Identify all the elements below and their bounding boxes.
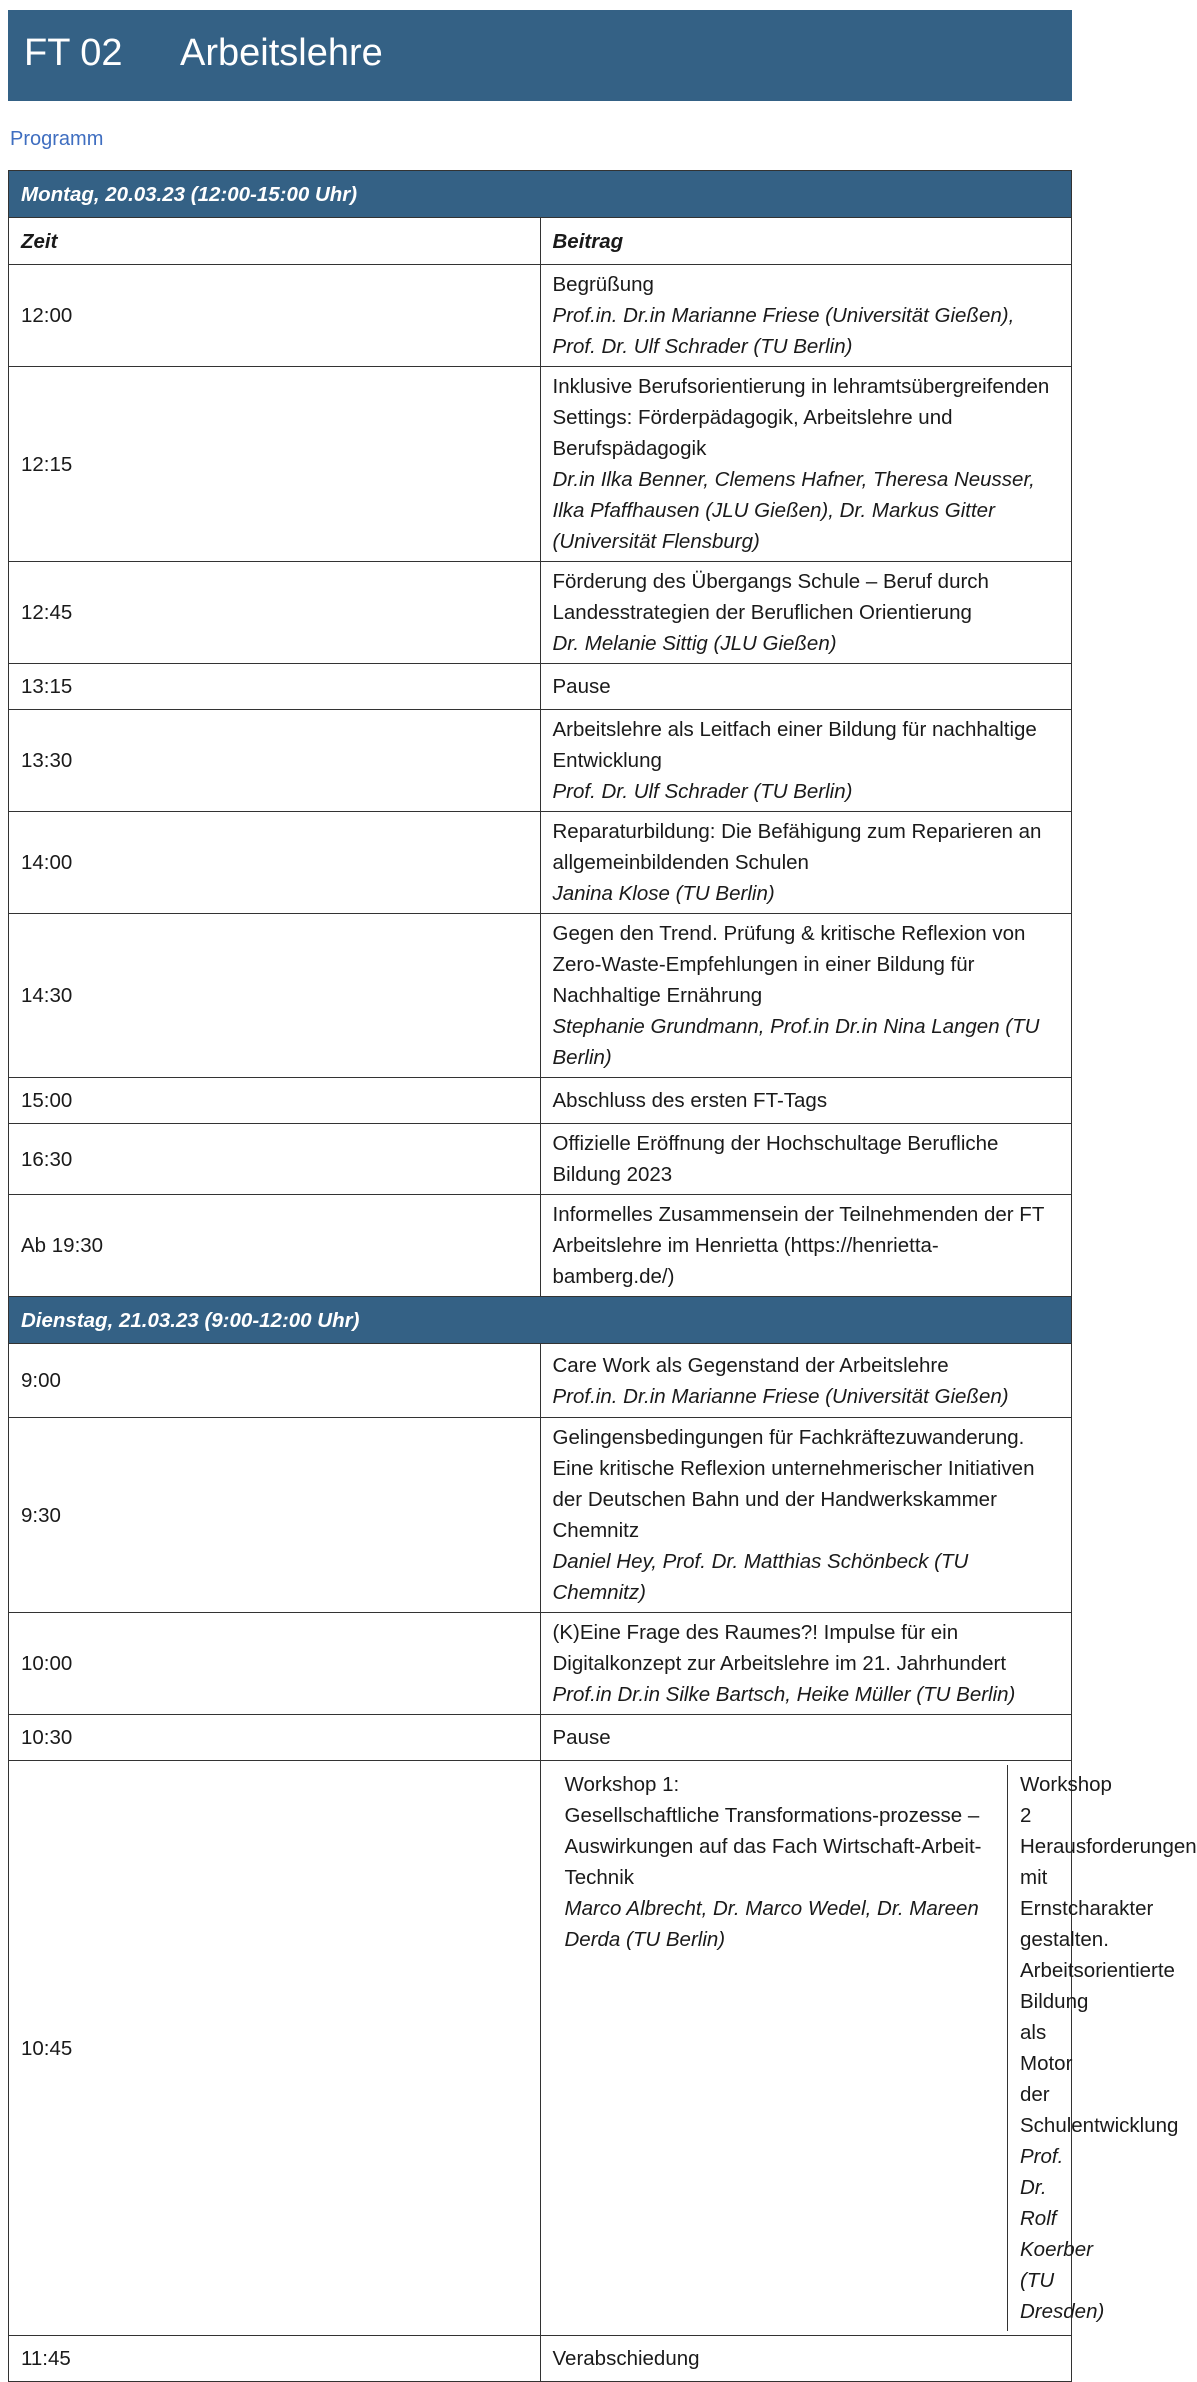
- workshop-label: Workshop 1:: [564, 1773, 680, 1796]
- workshop-cell: [540, 1761, 1197, 2336]
- column-header-row: [9, 218, 1072, 265]
- row-contribution: [540, 1418, 1072, 1613]
- row-contribution: Verabschiedung: [540, 2336, 1072, 2382]
- table-row: [9, 1078, 1072, 1124]
- contribution-title: Care Work als Gegenstand der Arbeitslehre: [552, 1353, 949, 1377]
- column-header-time: Zeit: [9, 218, 541, 265]
- workshop-2: [1008, 1765, 1197, 2331]
- row-time: 10:30: [9, 1715, 541, 1761]
- table-row: [9, 812, 1072, 914]
- row-time: 14:00: [9, 812, 541, 914]
- contribution-title: Reparaturbildung: Die Befähigung zum Reparieren an allgemeinbildenden Schulen: [552, 820, 1042, 874]
- row-contribution: [540, 1613, 1072, 1715]
- contribution-title: Begrüßung: [552, 273, 654, 296]
- row-time: 15:00: [9, 1078, 541, 1124]
- workshop-title: Herausforderungen mit Ernstcharakter gestalten. Arbeitsorientierte Bildung als Motor der Schulentwicklung: [1020, 1835, 1197, 2137]
- table-row: [9, 1195, 1072, 1297]
- row-time: 13:30: [9, 710, 541, 812]
- contribution-speakers: Stephanie Grundmann, Prof.in Dr.in Nina Langen (TU Berlin): [552, 1015, 1040, 1069]
- day-header-monday: [9, 171, 1072, 218]
- row-time: 9:00: [9, 1344, 541, 1418]
- row-time: 12:45: [9, 562, 541, 664]
- program-table: [8, 170, 1197, 2382]
- row-contribution: [540, 914, 1072, 1078]
- row-contribution: [540, 664, 1072, 710]
- program-label: Programm: [10, 128, 104, 150]
- contribution-title: Gegen den Trend. Prüfung & kritische Reflexion von Zero-Waste-Empfehlungen in einer Bildung für Nachhaltige Ernährung: [552, 922, 1026, 1007]
- contribution-speakers: Prof.in. Dr.in Marianne Friese (Universität Gießen): [552, 1384, 1009, 1408]
- table-row: [9, 2336, 1072, 2382]
- row-contribution: [540, 1344, 1072, 1418]
- row-contribution: [540, 1124, 1072, 1195]
- contribution-title: Pause: [552, 1726, 611, 1749]
- row-time: 13:15: [9, 664, 541, 710]
- contribution-title: Offizielle Eröffnung der Hochschultage Berufliche Bildung 2023: [552, 1132, 999, 1186]
- row-time: 12:15: [9, 367, 541, 562]
- workshop-1: [553, 1765, 1008, 2331]
- row-contribution: [540, 1715, 1072, 1761]
- contribution-title: Inklusive Berufsorientierung in lehramtsübergreifenden Settings: Förderpädagogik, Arbeitslehre und Berufspädagogik: [552, 375, 1050, 460]
- workshop-title: Gesellschaftliche Transformations-prozesse – Auswirkungen auf das Fach Wirtschaft-Arbeit-Technik: [564, 1804, 982, 1889]
- table-row: [9, 664, 1072, 710]
- row-time: 10:00: [9, 1613, 541, 1715]
- workshop-speakers: Marco Albrecht, Dr. Marco Wedel, Dr. Mareen Derda (TU Berlin): [564, 1897, 979, 1951]
- row-time: Ab 19:30: [9, 1195, 541, 1297]
- row-contribution: [540, 265, 1072, 367]
- table-row: [9, 367, 1072, 562]
- row-time: 12:00: [9, 265, 541, 367]
- contribution-title: Gelingensbedingungen für Fachkräftezuwanderung. Eine kritische Reflexion unternehmerischer Initiativen der Deutschen Bahn und der Handwerkskammer Chemnitz: [552, 1426, 1035, 1542]
- page-title: Arbeitslehre: [180, 32, 383, 74]
- row-time: 14:30: [9, 914, 541, 1078]
- table-row: [9, 1715, 1072, 1761]
- table-row: [9, 562, 1072, 664]
- row-time: 11:45: [9, 2336, 541, 2382]
- table-row: [9, 710, 1072, 812]
- row-contribution: [540, 562, 1072, 664]
- row-contribution: [540, 1078, 1072, 1124]
- page-header: [8, 10, 1072, 101]
- row-contribution: [540, 367, 1072, 562]
- table-row: [9, 1124, 1072, 1195]
- course-code: FT 02: [24, 32, 123, 74]
- workshop-speakers: Prof. Dr. Rolf Koerber (TU Dresden): [1020, 2145, 1105, 2323]
- row-time: 10:45: [9, 1761, 541, 2336]
- contribution-title: Arbeitslehre als Leitfach einer Bildung für nachhaltige Entwicklung: [552, 718, 1037, 772]
- contribution-title: Förderung des Übergangs Schule – Beruf durch Landesstrategien der Beruflichen Orientierung: [552, 570, 989, 624]
- contribution-title: Informelles Zusammensein der Teilnehmenden der FT Arbeitslehre im Henrietta (https://henrietta-bamberg.de/): [552, 1203, 1044, 1288]
- row-contribution: [540, 1195, 1072, 1297]
- column-header-contribution: Beitrag: [540, 218, 1072, 265]
- row-contribution: [540, 710, 1072, 812]
- day-label: Montag, 20.03.23 (12:00-15:00 Uhr): [9, 171, 1072, 218]
- contribution-speakers: Prof.in Dr.in Silke Bartsch, Heike Müller (TU Berlin): [552, 1683, 1016, 1706]
- table-row: [9, 1344, 1072, 1418]
- day-label: Dienstag, 21.03.23 (9:00-12:00 Uhr): [9, 1297, 1072, 1344]
- contribution-title: Pause: [552, 675, 611, 698]
- row-contribution: [540, 812, 1072, 914]
- workshop-label: Workshop 2: [1020, 1773, 1112, 1827]
- contribution-speakers: Prof.in. Dr.in Marianne Friese (Universität Gießen), Prof. Dr. Ulf Schrader (TU Berlin): [552, 304, 1015, 358]
- contribution-speakers: Dr.in Ilka Benner, Clemens Hafner, Theresa Neusser, Ilka Pfaffhausen (JLU Gießen), Dr. Markus Gitter (Universität Flensburg): [552, 468, 1035, 553]
- table-row: [9, 914, 1072, 1078]
- contribution-speakers: Janina Klose (TU Berlin): [552, 882, 775, 905]
- workshop-row: [9, 1761, 1072, 2336]
- contribution-title: (K)Eine Frage des Raumes?! Impulse für ein Digitalkonzept zur Arbeitslehre im 21. Jahrhundert: [552, 1621, 1007, 1675]
- row-time: 16:30: [9, 1124, 541, 1195]
- table-row: [9, 1418, 1072, 1613]
- table-row: [9, 1613, 1072, 1715]
- table-row: [9, 265, 1072, 367]
- day-header-tuesday: [9, 1297, 1072, 1344]
- row-time: 9:30: [9, 1418, 541, 1613]
- contribution-speakers: Daniel Hey, Prof. Dr. Matthias Schönbeck (TU Chemnitz): [552, 1550, 969, 1604]
- contribution-title: Abschluss des ersten FT-Tags: [552, 1089, 828, 1112]
- workshop-table: [553, 1765, 1197, 2331]
- contribution-speakers: Prof. Dr. Ulf Schrader (TU Berlin): [552, 780, 853, 803]
- contribution-speakers: Dr. Melanie Sittig (JLU Gießen): [552, 632, 837, 655]
